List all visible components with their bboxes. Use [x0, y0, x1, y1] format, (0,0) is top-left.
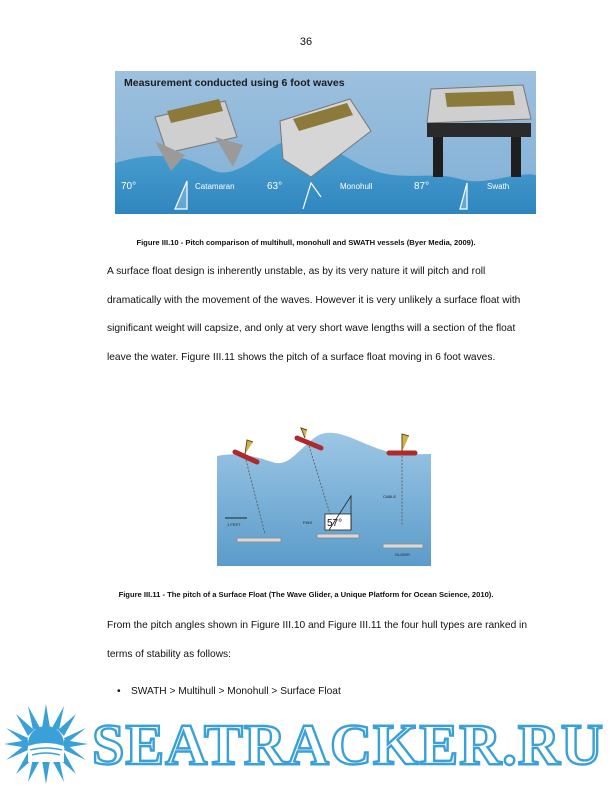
monohull-label: Monohull: [340, 182, 373, 191]
paragraph-line: From the pitch angles shown in Figure III.10 and Figure III.11 the four hull types are ranked in: [107, 620, 527, 631]
body-paragraph: [107, 612, 537, 669]
swath-angle: 87°: [414, 181, 430, 192]
stability-ranking-item: [117, 686, 341, 697]
paragraph-line: terms of stability as follows:: [107, 648, 231, 660]
paragraph-line: significant weight will capsize, and only at very short wave lengths will a section of the float: [107, 323, 516, 334]
figure-surface-float-pitch: [217, 426, 431, 566]
glider-label: GLIDER: [395, 552, 410, 557]
fins-label: FINS: [303, 520, 313, 525]
watermark-graphic: [0, 700, 612, 792]
scale-label: 1 FEET: [227, 522, 241, 527]
watermark: [0, 700, 612, 792]
stability-ranking-text: SWATH > Multihull > Monohull > Surface Float: [131, 686, 341, 697]
figure-pitch-comparison: [115, 71, 536, 214]
bullet-icon: •: [117, 686, 121, 697]
paragraph-line: A surface float design is inherently unstable, as by its very nature it will pitch and roll: [107, 266, 486, 277]
paragraph-line: leave the water. Figure III.11 shows the pitch of a surface float moving in 6 foot waves.: [107, 351, 496, 363]
figure-caption: Figure III.10 - Pitch comparison of multihull, monohull and SWATH vessels (Byer Media, 2009).: [136, 238, 476, 247]
catamaran-label: Catamaran: [195, 182, 235, 191]
surface-float-illustration: [217, 426, 431, 566]
cable-label: CABLE: [383, 494, 397, 499]
swath-label: Swath: [487, 182, 510, 191]
catamaran-angle: 70°: [121, 181, 137, 192]
page-number: 36: [299, 36, 313, 48]
paragraph-line: dramatically with the movement of the waves. However it is very unlikely a surface float with: [107, 294, 521, 306]
watermark-text: SEATRACKER.RU: [92, 712, 604, 777]
monohull-angle: 63°: [267, 181, 283, 192]
body-paragraph: [107, 258, 537, 372]
figure-caption: Figure III.11 - The pitch of a Surface Float (The Wave Glider, a Unique Platform for Ocean Science, 2010).: [118, 590, 494, 599]
vessel-pitch-illustration: [115, 71, 536, 214]
figure-banner: Measurement conducted using 6 foot waves: [124, 77, 345, 89]
pitch-angle: 57°: [327, 518, 343, 529]
sun-logo-icon: [4, 704, 88, 784]
